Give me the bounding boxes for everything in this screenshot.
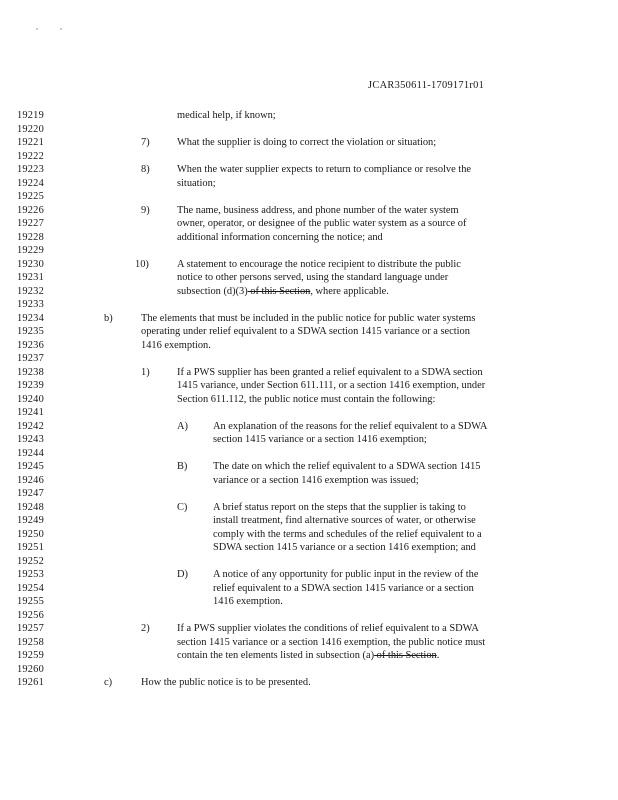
section-marker: c) <box>104 677 113 688</box>
line-number: 19261 <box>17 677 44 688</box>
line-number: 19235 <box>17 326 44 337</box>
text-line: notice to other persons served, using the standard language under <box>177 272 449 283</box>
line-number: 19228 <box>17 231 44 243</box>
line-number: 19243 <box>17 434 44 445</box>
line-number: 19231 <box>17 272 44 283</box>
text-line: relief equivalent to a SDWA section 1415 variance or a section <box>213 582 474 594</box>
line-number: 19260 <box>17 663 44 675</box>
line-number: 19234 <box>17 312 44 324</box>
document-header-id: JCAR350611-1709171r01 <box>368 80 485 91</box>
line-number: 19242 <box>17 420 44 432</box>
subitem-marker: C) <box>177 501 188 513</box>
line-number: 19239 <box>17 380 44 391</box>
section-marker: b) <box>104 312 113 324</box>
text-line: install treatment, find alternative sources of water, or otherwise <box>213 515 476 526</box>
text-line: comply with the terms and schedules of the relief equivalent to a <box>213 528 482 540</box>
item-marker: 1) <box>141 366 150 378</box>
text-line: The date on which the relief equivalent to a SDWA section 1415 <box>213 461 481 472</box>
line-number: 19256 <box>17 609 44 621</box>
line-number: 19249 <box>17 515 44 526</box>
text-fragment: contain the ten elements listed in subsection (a) <box>177 650 375 661</box>
text-line <box>177 285 389 299</box>
text-fragment: . <box>436 650 440 661</box>
text-fragment: subsection (d)(3) <box>177 285 248 297</box>
text-line: A statement to encourage the notice recipient to distribute the public <box>177 258 461 270</box>
text-line: medical help, if known; <box>177 110 276 121</box>
line-number: 19246 <box>17 474 44 486</box>
line-number: 19255 <box>17 596 44 607</box>
line-number: 19227 <box>17 218 44 229</box>
text-line: variance or a section 1416 exemption was issued; <box>213 474 419 486</box>
text-line: situation; <box>177 177 216 189</box>
text-line: If a PWS supplier violates the conditions of relief equivalent to a SDWA <box>177 623 479 634</box>
line-number: 19229 <box>17 245 44 256</box>
item-marker: 9) <box>141 204 150 216</box>
text-line: How the public notice is to be presented. <box>141 677 311 688</box>
scan-speck-right <box>60 28 62 30</box>
text-line: owner, operator, or designee of the public water system as a source of <box>177 218 467 229</box>
line-number: 19259 <box>17 650 44 661</box>
line-number: 19225 <box>17 191 44 202</box>
text-line: operating under relief equivalent to a SDWA section 1415 variance or a section <box>141 326 470 337</box>
line-number: 19257 <box>17 623 44 634</box>
subitem-marker: A) <box>177 420 188 432</box>
line-number: 19236 <box>17 339 44 351</box>
line-number: 19248 <box>17 501 44 513</box>
scan-speck-left <box>36 28 38 30</box>
subitem-marker: D) <box>177 569 188 580</box>
line-number: 19252 <box>17 555 44 567</box>
line-number: 19220 <box>17 123 44 135</box>
line-number: 19219 <box>17 110 44 121</box>
line-number: 19224 <box>17 177 44 189</box>
line-number: 19230 <box>17 258 44 270</box>
line-number: 19232 <box>17 285 44 297</box>
item-marker: 2) <box>141 623 150 634</box>
line-number: 19247 <box>17 488 44 499</box>
text-line: Section 611.112, the public notice must contain the following: <box>177 393 436 405</box>
line-number: 19241 <box>17 407 44 418</box>
text-line <box>177 649 439 663</box>
text-line: If a PWS supplier has been granted a relief equivalent to a SDWA section <box>177 366 483 378</box>
line-number: 19253 <box>17 569 44 580</box>
line-number: 19226 <box>17 204 44 216</box>
line-number: 19223 <box>17 164 44 175</box>
line-number: 19245 <box>17 461 44 472</box>
item-marker: 8) <box>141 164 150 175</box>
struck-text: of this Section <box>374 650 437 661</box>
line-number: 19251 <box>17 542 44 553</box>
text-line: An explanation of the reasons for the relief equivalent to a SDWA <box>213 420 488 432</box>
item-marker: 10) <box>135 258 149 270</box>
line-number: 19240 <box>17 393 44 405</box>
text-fragment: , where applicable. <box>310 285 389 297</box>
struck-text: of this Section <box>247 285 311 297</box>
line-number: 19258 <box>17 636 44 648</box>
text-line: The name, business address, and phone number of the water system <box>177 204 459 216</box>
line-number: 19222 <box>17 150 44 162</box>
line-number: 19250 <box>17 528 44 540</box>
line-number: 19244 <box>17 447 44 459</box>
text-line: 1416 exemption. <box>141 339 211 351</box>
line-number: 19221 <box>17 137 44 148</box>
line-number: 19238 <box>17 366 44 378</box>
text-line: 1416 exemption. <box>213 596 283 607</box>
text-line: A brief status report on the steps that the supplier is taking to <box>213 501 466 513</box>
text-line: What the supplier is doing to correct the violation or situation; <box>177 137 437 148</box>
text-line: A notice of any opportunity for public input in the review of the <box>213 569 479 580</box>
text-line: SDWA section 1415 variance or a section 1416 exemption; and <box>213 542 476 553</box>
text-line: section 1415 variance or a section 1416 exemption; <box>213 434 427 445</box>
item-marker: 7) <box>141 137 150 148</box>
line-number: 19233 <box>17 299 44 310</box>
text-line: section 1415 variance or a section 1416 exemption, the public notice must <box>177 636 486 648</box>
line-number: 19254 <box>17 582 44 594</box>
text-line: When the water supplier expects to return to compliance or resolve the <box>177 164 472 175</box>
text-line: The elements that must be included in the public notice for public water systems <box>141 312 476 324</box>
text-line: 1415 variance, under Section 611.111, or a section 1416 exemption, under <box>177 380 486 391</box>
line-number: 19237 <box>17 353 44 364</box>
subitem-marker: B) <box>177 461 188 472</box>
text-line: additional information concerning the notice; and <box>177 231 383 243</box>
